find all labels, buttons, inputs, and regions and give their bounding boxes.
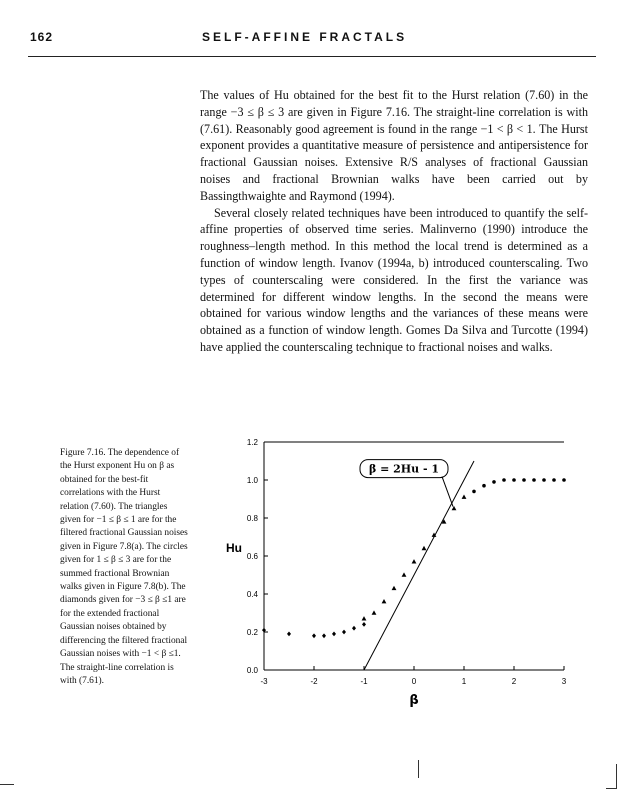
running-title: SELF-AFFINE FRACTALS: [202, 30, 408, 44]
data-point-circle: [562, 478, 566, 482]
fit-line: [364, 461, 474, 670]
data-point-circle: [552, 478, 556, 482]
x-tick-label: 1: [461, 677, 467, 686]
data-point-diamond: [352, 626, 356, 631]
data-point-circle: [482, 484, 486, 488]
data-point-triangle: [382, 599, 387, 603]
x-tick-label: 0: [411, 677, 417, 686]
y-tick-label: 1.2: [246, 438, 258, 447]
data-point-circle: [522, 478, 526, 482]
data-point-triangle: [392, 586, 397, 590]
y-tick-label: 0.4: [246, 590, 258, 599]
data-point-diamond: [312, 633, 316, 638]
paragraph-1: The values of Hu obtained for the best fit to the Hurst relation (7.60) in the range −3 ≤ β ≤ 3 are given in Figure 7.16. The straight-line correlation is with (7.61). Reasonably good agreement is found in the range −1 < β < 1. The Hurst exponent provides a quantitative measure of persistence and antipersistence for fractional Gaussian noises. Extensive R/S analyses of fractional Gaussian noises and fractional Brownian walks have been carried out by Bassingthwaighte and Raymond (1994).: [200, 88, 588, 203]
hurst-chart: [222, 432, 582, 717]
y-tick-label: 1.0: [246, 476, 258, 485]
y-tick-label: 0.6: [246, 552, 258, 561]
data-point-triangle: [452, 506, 457, 510]
crop-mark-left: [0, 766, 14, 785]
data-point-circle: [532, 478, 536, 482]
page-number: 162: [30, 30, 54, 44]
x-tick-label: -3: [260, 677, 268, 686]
crop-mark-right: [606, 764, 617, 789]
data-point-circle: [492, 480, 496, 484]
data-point-triangle: [372, 610, 377, 614]
data-point-triangle: [462, 495, 467, 499]
data-point-diamond: [332, 632, 336, 637]
data-point-diamond: [362, 622, 366, 627]
header-rule: [28, 56, 596, 57]
x-tick-label: -2: [310, 677, 318, 686]
crop-mark-bottom: [418, 760, 419, 778]
annotation-label: β = 2Hu - 1: [368, 462, 440, 476]
data-point-circle: [472, 490, 476, 494]
figure-caption: Figure 7.16. The dependence of the Hurst exponent Hu on β as obtained for the best-fit correlations with the Hurst relation (7.60). The triangles given for −1 ≤ β ≤ 1 are for the filtered fractional Gaussian noises given in Figure 7.8(a). The circles given for 1 ≤ β ≤ 3 are for the summed fractional Brownian walks given in Figure 7.8(b). The diamonds given for −3 ≤ β ≤1 are for the extended fractional Gaussian noises obtained by differencing the filtered fractional Gaussian noises with −1 < β ≤1. The straight-line correlation is with (7.61).: [60, 448, 188, 686]
data-point-triangle: [402, 572, 407, 576]
annotation-leader: [442, 477, 453, 507]
x-axis-label: β: [409, 693, 419, 708]
y-axis-label: Hu: [226, 541, 242, 555]
paragraph-2: Several closely related techniques have been introduced to quantify the self-affine properties of observed time series. Malinverno (1990) introduce the roughness–length method. In this method the local trend is determined as a function of window length. Ivanov (1994a, b) introduced counterscaling. Two types of counterscaling were considered. In the first the variance was determined for different window lengths. In the second the means were obtained for various window lengths and the variances of these means were obtained as a function of window length. Gomes Da Silva and Turcotte (1994) have applied the counterscaling technique to fractional noises and walks.: [200, 205, 588, 354]
data-point-diamond: [287, 632, 291, 637]
page-header: [30, 30, 590, 52]
x-tick-label: 2: [511, 677, 517, 686]
x-tick-label: -1: [360, 677, 368, 686]
data-point-diamond: [322, 633, 326, 638]
data-point-circle: [502, 478, 506, 482]
data-point-triangle: [362, 616, 367, 620]
data-point-circle: [512, 478, 516, 482]
data-point-circle: [542, 478, 546, 482]
x-tick-label: 3: [561, 677, 567, 686]
y-tick-label: 0.0: [246, 666, 258, 675]
y-tick-label: 0.8: [246, 514, 258, 523]
body-text: [200, 87, 588, 356]
data-point-triangle: [422, 546, 427, 550]
data-point-diamond: [342, 630, 346, 635]
y-tick-label: 0.2: [246, 628, 258, 637]
data-point-triangle: [412, 559, 417, 563]
